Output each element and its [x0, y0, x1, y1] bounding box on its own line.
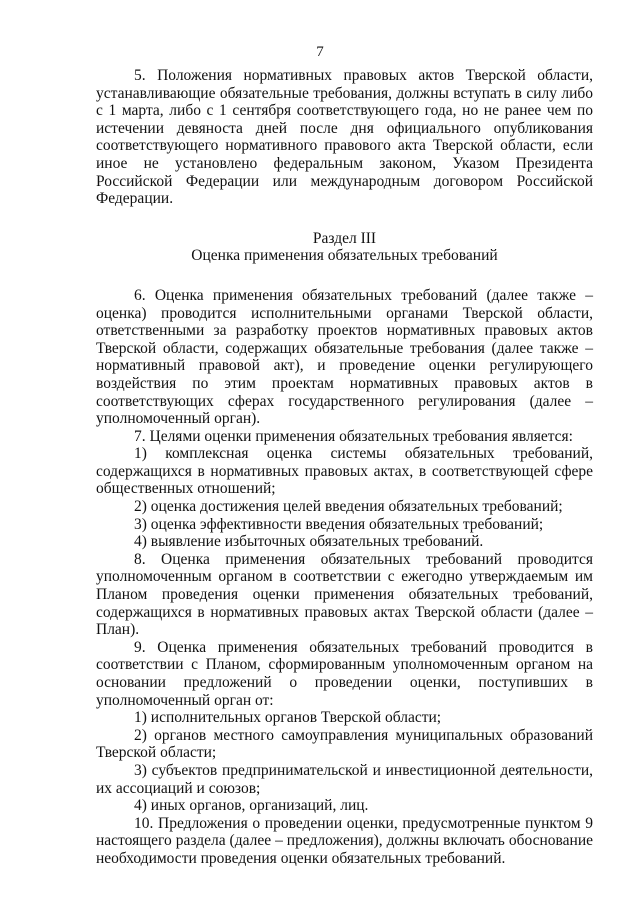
paragraph-7-item-4: 4) выявление избыточных обязательных требований. [134, 533, 484, 551]
paragraph-6: 6. Оценка применения обязательных требований (далее также – оценка) проводится исполнительными органами Тверской области, ответственными за разработку проектов нормативных правовых актов Тверской области, содержащих обязательные требования (далее также – нормативный правовой акт), и проведение оценки регулирующего воздействия по этим проектам нормативных правовых актов в соответствующих сферах государственного регулирования (далее – уполномоченный орган). [96, 286, 593, 428]
paragraph-10: 10. Предложения о проведении оценки, предусмотренные пунктом 9 настоящего раздела (далее – предложения), должны включать обоснование необходимости проведения оценки обязательных требований. [96, 814, 593, 867]
paragraph-9-item-1: 1) исполнительных органов Тверской области; [134, 709, 442, 727]
paragraph-7: 7. Целями оценки применения обязательных требования является: [134, 427, 573, 445]
paragraph-9: 9. Оценка применения обязательных требований проводится в соответствии с Планом, сформированным уполномоченным органом на основании предложений о проведении оценки, поступивших в уполномоченный орган от: [96, 638, 593, 709]
section-heading: Раздел III [312, 229, 377, 247]
paragraph-7-item-1: 1) комплексная оценка системы обязательных требований, содержащихся в нормативных правовых актах, в соответствующей сфере общественных отношений; [96, 445, 593, 498]
paragraph-9-item-2: 2) органов местного самоуправления муниципальных образований Тверской области; [96, 726, 593, 762]
document-body [96, 67, 593, 868]
paragraph-9-item-4: 4) иных органов, организаций, лиц. [134, 797, 369, 815]
paragraph-8: 8. Оценка применения обязательных требований проводится уполномоченным органом в соответствии с ежегодно утверждаемым им Планом проведения оценки применения обязательных требований, содержащихся в нормативных правовых актах Тверской области (далее – План). [96, 550, 593, 639]
section-title: Оценка применения обязательных требований [191, 247, 498, 265]
paragraph-7-item-3: 3) оценка эффективности введения обязательных требований; [134, 515, 544, 533]
paragraph-5: 5. Положения нормативных правовых актов Тверской области, устанавливающие обязательные требования, должны вступать в силу либо с 1 марта, либо с 1 сентября соответствующего года, но не ранее чем по истечении девяноста дней после дня официального опубликования соответствующего нормативного правового акта Тверской области, если иное не установлено федеральным законом, Указом Президента Российской Федерации или международным договором Российской Федерации. [96, 67, 593, 208]
paragraph-9-item-3: 3) субъектов предпринимательской и инвестиционной деятельности, их ассоциаций и союзов; [96, 761, 593, 797]
paragraph-7-item-2: 2) оценка достижения целей введения обязательных требований; [134, 498, 563, 516]
page-number: 7 [316, 44, 324, 60]
